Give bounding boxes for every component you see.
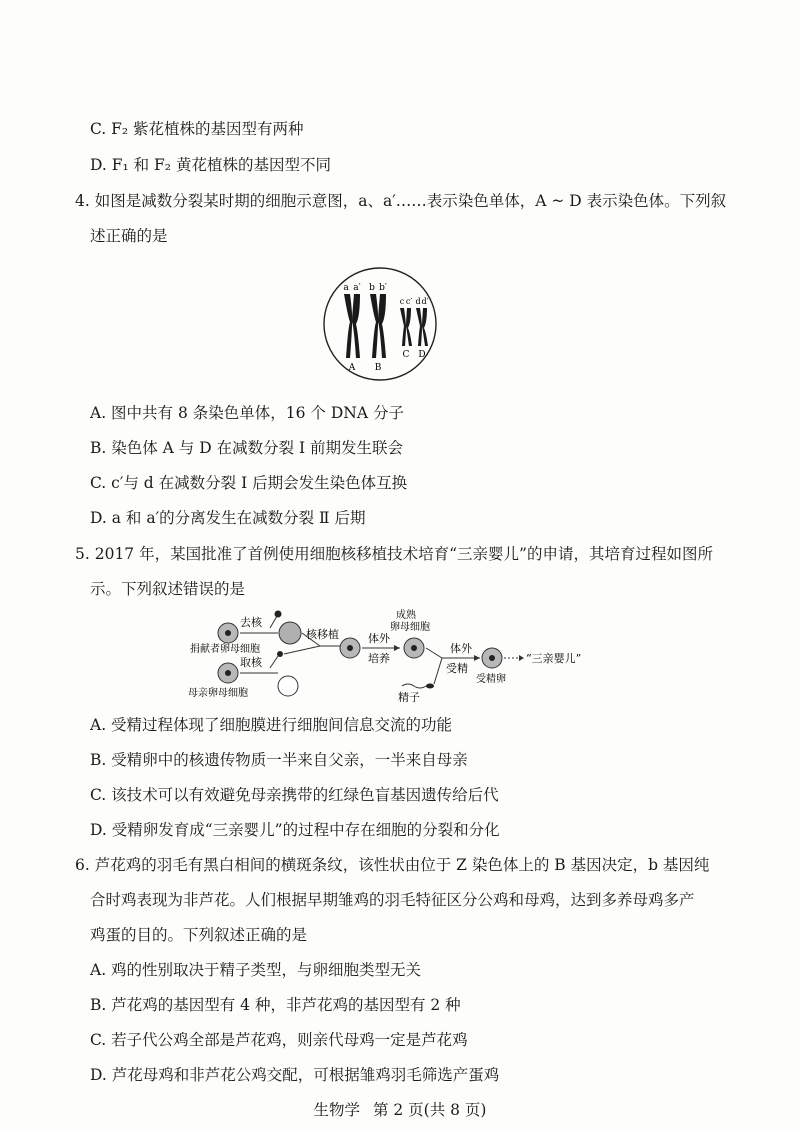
q6-option-a: A. 鸡的性别取决于精子类型，与卵细胞类型无关 <box>90 961 422 979</box>
footer-subject: 生物学 <box>313 1101 361 1119</box>
q5-option-d: D. 受精卵发育成“三亲婴儿”的过程中存在细胞的分裂和分化 <box>90 821 500 839</box>
in-vitro-label: 体外 <box>368 632 390 645</box>
take-nucleus-label: 取核 <box>240 656 262 669</box>
q4-option-c: C. c′与 d 在减数分裂 Ⅰ 后期会发生染色体互换 <box>90 474 408 492</box>
remove-nucleus-label: 去核 <box>240 616 262 629</box>
q4-option-d: D. a 和 a′的分离发生在减数分裂 Ⅱ 后期 <box>90 509 366 527</box>
q5-process-figure <box>180 606 600 702</box>
label-D: D <box>418 350 426 360</box>
page-footer <box>0 1098 800 1120</box>
mother-oocyte-label: 母亲卵母细胞 <box>188 688 248 699</box>
q6-stem-line3: 鸡蛋的目的。下列叙述正确的是 <box>90 926 308 944</box>
q5-option-c: C. 该技术可以有效避免母亲携带的红绿色盲基因遗传给后代 <box>90 786 499 804</box>
q4-cell-figure <box>320 262 440 388</box>
q5-stem-line2: 示。下列叙述错误的是 <box>90 580 246 598</box>
q6-stem-line2: 合时鸡表现为非芦花。人们根据早期雏鸡的羽毛特征区分公鸡和母鸡，达到多养母鸡多产 <box>90 891 695 909</box>
q4-stem-line2: 述正确的是 <box>90 227 168 245</box>
q6-option-d: D. 芦花母鸡和非芦花公鸡交配，可根据雏鸡羽毛筛选产蛋鸡 <box>90 1066 500 1084</box>
label-d: d <box>415 297 421 306</box>
label-b-prime: b′ <box>379 283 387 293</box>
footer-page-number: 第 2 页(共 8 页) <box>372 1101 487 1119</box>
in-vitro-2-label: 体外 <box>450 642 472 655</box>
label-A: A <box>348 363 356 373</box>
sperm-label: 精子 <box>398 691 420 702</box>
q4-option-a: A. 图中共有 8 条染色单体，16 个 DNA 分子 <box>90 404 404 422</box>
q6-option-c: C. 若子代公鸡全部是芦花鸡，则亲代母鸡一定是芦花鸡 <box>90 1031 468 1049</box>
q5-option-a: A. 受精过程体现了细胞膜进行细胞间信息交流的功能 <box>90 716 453 734</box>
q4-option-b: B. 染色体 A 与 D 在减数分裂 Ⅰ 前期发生联会 <box>90 439 404 457</box>
label-C: C <box>402 350 410 360</box>
label-a: a <box>343 283 349 293</box>
chromosome-a <box>344 294 360 358</box>
chromosome-d <box>416 308 428 346</box>
q6-stem-line1: 6. 芦花鸡的羽毛有黑白相间的横斑条纹，该性状由位于 Z 染色体上的 B 基因决定，b 基因纯 <box>75 856 710 874</box>
q6-option-b: B. 芦花鸡的基因型有 4 种，非芦花鸡的基因型有 2 种 <box>90 996 461 1014</box>
fertilization-label: 受精 <box>446 662 468 675</box>
label-c: c <box>399 297 405 306</box>
label-B: B <box>374 363 382 373</box>
chromosome-c <box>400 308 412 346</box>
q4-stem-line1: 4. 如图是减数分裂某时期的细胞示意图，a、a′……表示染色单体，A ~ D 表示染色体。下列叙 <box>75 192 727 210</box>
label-d-prime: d′ <box>421 297 429 306</box>
q5-option-b: B. 受精卵中的核遗传物质一半来自父亲，一半来自母亲 <box>90 751 468 769</box>
mature-oocyte-line2: 卵母细胞 <box>390 622 430 633</box>
q3-option-c: C. F₂ 紫花植株的基因型有两种 <box>90 120 304 138</box>
label-b: b <box>369 283 375 293</box>
label-c-prime: c′ <box>405 297 413 306</box>
q3-option-d: D. F₁ 和 F₂ 黄花植株的基因型不同 <box>90 156 331 174</box>
zygote-label: 受精卵 <box>476 674 506 685</box>
culture-label: 培养 <box>368 652 390 665</box>
nuclear-transfer-label: 核移植 <box>306 628 339 641</box>
baby-label: “三亲婴儿” <box>526 652 582 665</box>
chromosome-b <box>370 294 386 358</box>
donor-oocyte-label: 捐献者卵母细胞 <box>190 644 260 655</box>
q5-stem-line1: 5. 2017 年，某国批准了首例使用细胞核移植技术培育“三亲婴儿”的申请，其培育过程如图所 <box>75 545 713 563</box>
mature-oocyte-line1: 成熟 <box>396 610 416 621</box>
label-a-prime: a′ <box>353 283 361 293</box>
